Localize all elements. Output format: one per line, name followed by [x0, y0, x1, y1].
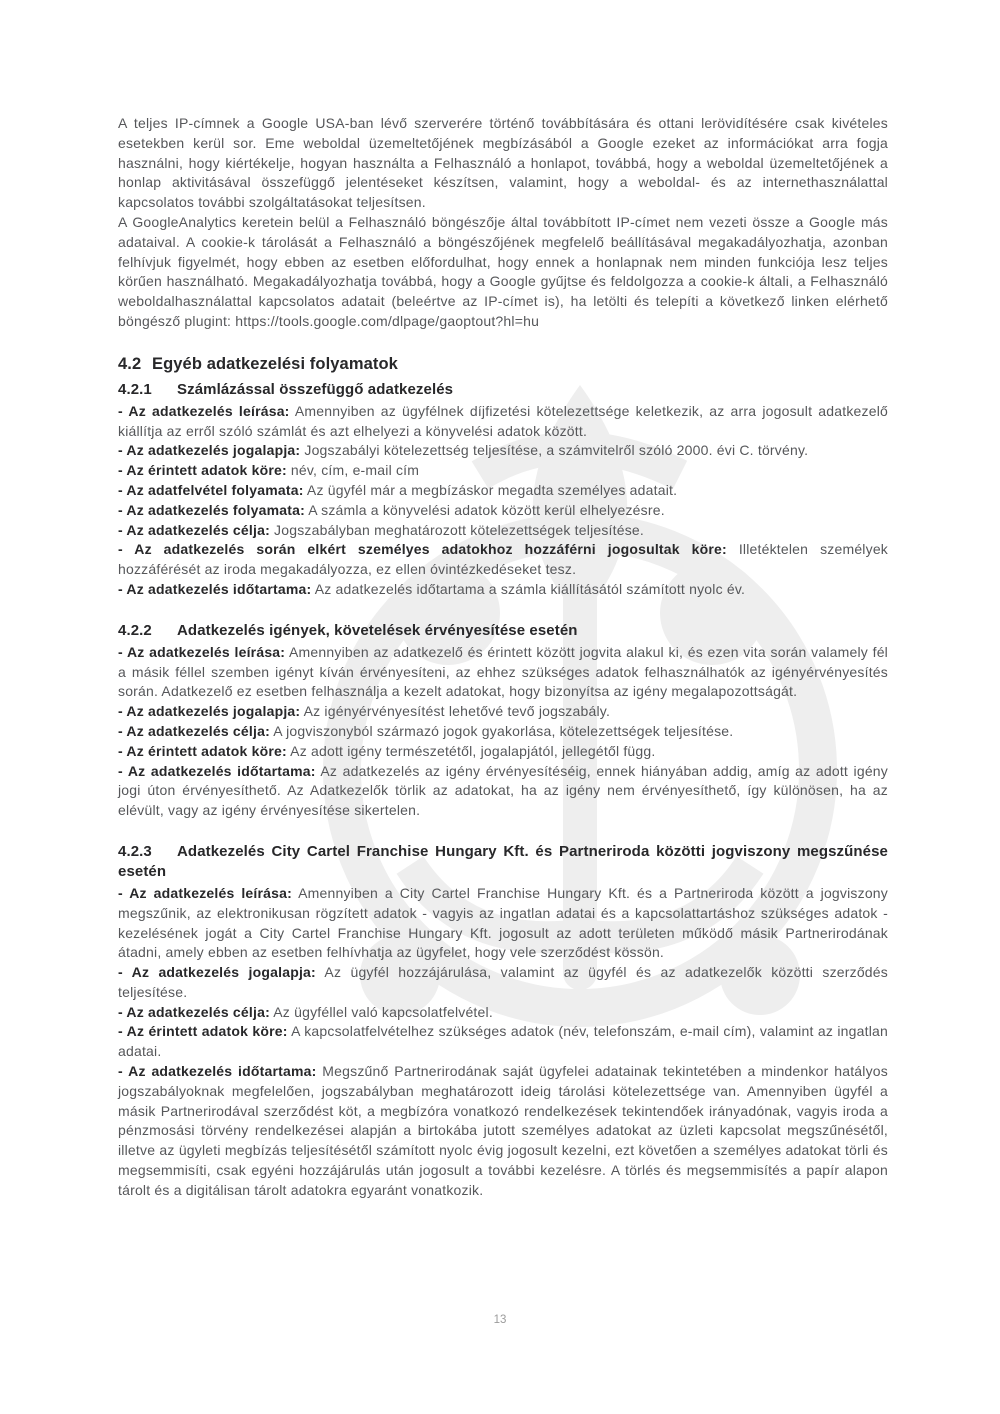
item-label: - Az érintett adatok köre: [118, 1023, 288, 1040]
item-text: Az ügyféllel való kapcsolatfelvétel. [273, 1003, 493, 1020]
policy-item [118, 742, 888, 762]
item-text: Az adatkezelés időtartama a számla kiállításától számított nyolc év. [314, 580, 746, 597]
item-label: - Az adatkezelés során elkért személyes adatokhoz hozzáférni jogosultak köre: [118, 541, 727, 558]
section-title: Adatkezelés City Cartel Franchise Hungary Kft. és Partneriroda közötti jogviszony megszűnése esetén [118, 842, 888, 880]
ga-optout-link[interactable]: https://tools.google.com/dlpage/gaoptout?hl=hu [235, 312, 540, 329]
policy-item [118, 481, 888, 501]
item-label: - Az adatkezelés leírása: [118, 884, 292, 901]
item-text: Amennyiben az adatkezelő és érintett között jogvita alakul ki, és ezen vita során valamely fél a másik féllel szemben igényt kíván érvényesíteni, az ehhez szükséges adatok felhasználhatók az igényérvényesítés során. Adatkezelő ez esetben felhasználja a kezelt adatokat, hogy bizonyítsa az igény megalapozottságát. [118, 643, 888, 700]
policy-item [118, 461, 888, 481]
item-label: - Az adatkezelés célja: [118, 722, 270, 739]
intro-paragraph-2-text: A GoogleAnalytics keretein belül a Felhasználó böngészője által továbbított IP-címet nem vezeti össze a Google más adataival. A cookie-k tárolását a Felhasználó a böngészőjének megfelelő beállításával megakadályozhatja, azonban felhívjuk figyelmét, hogy ebben az esetben előfordulhat, hogy ennek a honlapnak nem minden funkciója lesz teljes körűen használható. Megakadályozhatja továbbá, hogy a Google gyűjtse és feldolgozza a cookie-k általi, a Felhasználó weboldalhasználattal kapcsolatos adatait (beleértve az IP-címet is), ha letölti és telepíti a következő linken elérhető böngésző plugint: [118, 213, 888, 329]
section-title: Számlázással összefüggő adatkezelés [177, 380, 454, 398]
section-heading-4-2-3 [118, 842, 888, 882]
item-label: - Az adatkezelés jogalapja: [118, 964, 316, 981]
item-text: Jogszabályi kötelezettség teljesítése, a számvitelről szóló 2000. évi C. törvény. [304, 442, 809, 459]
policy-item [118, 1062, 888, 1201]
item-label: - Az adatkezelés időtartama: [118, 1063, 317, 1080]
section-title: Adatkezelés igények, követelések érvényesítése esetén [177, 621, 578, 639]
item-text: Az igényérvényesítést lehetővé tevő jogszabály. [303, 703, 611, 720]
item-text: Illetéktelen személyek hozzáférését az iroda megakadályozza, ez ellen óvintézkedéseket tesz. [118, 541, 889, 578]
item-text: név, cím, e-mail cím [290, 462, 420, 479]
item-text: Amennyiben a City Cartel Franchise Hungary Kft. és a Partneriroda között a jogviszony megszűnik, az elektronikusan rögzített adatok - vagyis az ingatlan adatai és a kapcsolattartáshoz szükséges adatok - kezelésének jogát a City Cartel Franchise Hungary Kft. jogosult az adott területen működő másik Partnerirodának átadni, amely ebben az esetben felhívhatja az ügyfelet, hogy vele szerződést kössön. [118, 884, 888, 961]
section-number: 4.2.2 [118, 621, 152, 639]
policy-item [118, 521, 888, 541]
intro-paragraph-1: A teljes IP-címnek a Google USA-ban lévő szerverére történő továbbítására és ottani lerövidítésére csak kivételes esetekben kerül sor. Eme weboldal üzemeltetőjének megbízásából a Google ezeket az információkat arra fogja használni, hogy kiértékelje, hogyan használta a Felhasználó a honlapot, továbbá, hogy a weboldal üzemeltetőjének a honlap aktivitásával összefüggő jelentéseket készítsen, valamint, hogy a weboldal- és az internethasználattal kapcsolatos további szolgáltatásokat teljesítsen. [118, 115, 888, 211]
policy-item [118, 1022, 888, 1062]
intro-paragraph-2 [118, 213, 888, 332]
item-label: - Az adatkezelés folyamata: [118, 501, 305, 518]
document-content [118, 114, 888, 1201]
policy-item [118, 402, 888, 442]
item-label: - Az adatkezelés leírása: [118, 402, 290, 419]
item-text: Az ügyfél már a megbízáskor megadta személyes adatait. [306, 481, 678, 498]
item-text: A számla a könyvelési adatok között kerül elhelyezésre. [308, 501, 665, 518]
policy-item [118, 441, 888, 461]
section-heading-4-2-2 [118, 621, 888, 641]
item-label: - Az adatkezelés időtartama: [118, 580, 312, 597]
item-text: Az ügyfél hozzájárulása, valamint az ügyfél és az adatkezelők közötti szerződés teljesítése. [118, 964, 888, 1000]
section-number: 4.2 [118, 354, 142, 373]
policy-item [118, 762, 888, 821]
item-label: - Az adatkezelés leírása: [118, 643, 286, 660]
section-title: Egyéb adatkezelési folyamatok [152, 354, 398, 373]
item-label: - Az adatkezelés jogalapja: [118, 442, 301, 459]
policy-item [118, 963, 888, 1003]
policy-item [118, 540, 888, 580]
item-text: Az adott igény természetétől, jogalapjától, jellegétől függ. [290, 742, 656, 759]
item-text: A jogviszonyból származó jogok gyakorlása, kötelezettségek teljesítése. [273, 722, 734, 739]
section-number: 4.2.3 [118, 842, 152, 860]
policy-item [118, 722, 888, 742]
section-number: 4.2.1 [118, 380, 152, 398]
item-label: - Az adatfelvétel folyamata: [118, 481, 304, 498]
page-number: 13 [493, 1314, 507, 1326]
item-label: - Az adatkezelés időtartama: [118, 762, 316, 779]
section-heading-4-2-1 [118, 380, 888, 400]
item-label: - Az érintett adatok köre: [118, 462, 287, 479]
item-label: - Az adatkezelés célja: [118, 521, 270, 538]
item-label: - Az érintett adatok köre: [118, 742, 287, 759]
policy-item [118, 702, 888, 722]
policy-item [118, 1003, 888, 1023]
policy-item [118, 643, 888, 702]
item-text: Jogszabályban meghatározott kötelezettségek teljesítése. [274, 521, 645, 538]
item-text: Amennyiben az ügyfélnek díjfizetési kötelezettsége keletkezik, az arra jogosult adatkezelő kiállítja az erről szóló számlát és azt elhelyezi a könyvelési adatok között. [118, 402, 888, 439]
item-label: - Az adatkezelés jogalapja: [118, 703, 301, 720]
policy-item [118, 884, 888, 963]
item-text: A kapcsolatfelvételhez szükséges adatok (név, telefonszám, e-mail cím), valamint az ingatlan adatai. [118, 1023, 888, 1060]
item-text: Az adatkezelés az igény érvényesítéséig, ennek hiányában addig, amíg az adott igény jogi úton érvényesíthető. Az Adatkezelők törlik az adatokat, ha az igény nem érvényesíthető, így különösen, ha az elévült, vagy az igény érvényesítése sikertelen. [118, 762, 888, 819]
item-text: Megszűnő Partnerirodának saját ügyfelei adatainak tekintetében a mindenkor hatályos jogszabályoknak megfelelően, jogszabályban meghatározott ideig tárolási kötelezettsége van. Amennyiben ügyfél a másik Partnerirodával szerződést köt, a megbízóra vonatkozó rendelkezések tekintendőek irányadónak, vagyis iroda a pénzmosási törvény rendelkezései alapján a birtokába jutott személyes adatokat az üzleti kapcsolat megszűnésétől, illetve az ügyleti megbízás teljesítésétől számított nyolc évig jogosult kezelni, ezt követően a személyes adatokat törli és megsemmisíti, csak egyéni hozzájárulás után jogosult a további kezelésre. A törlés és megsemmisítés a papír alapon tárolt és a digitálisan tárolt adatokra egyaránt vonatkozik. [118, 1063, 888, 1198]
policy-item [118, 501, 888, 521]
policy-item [118, 580, 888, 600]
item-label: - Az adatkezelés célja: [118, 1003, 270, 1020]
section-heading-4-2 [118, 354, 888, 375]
